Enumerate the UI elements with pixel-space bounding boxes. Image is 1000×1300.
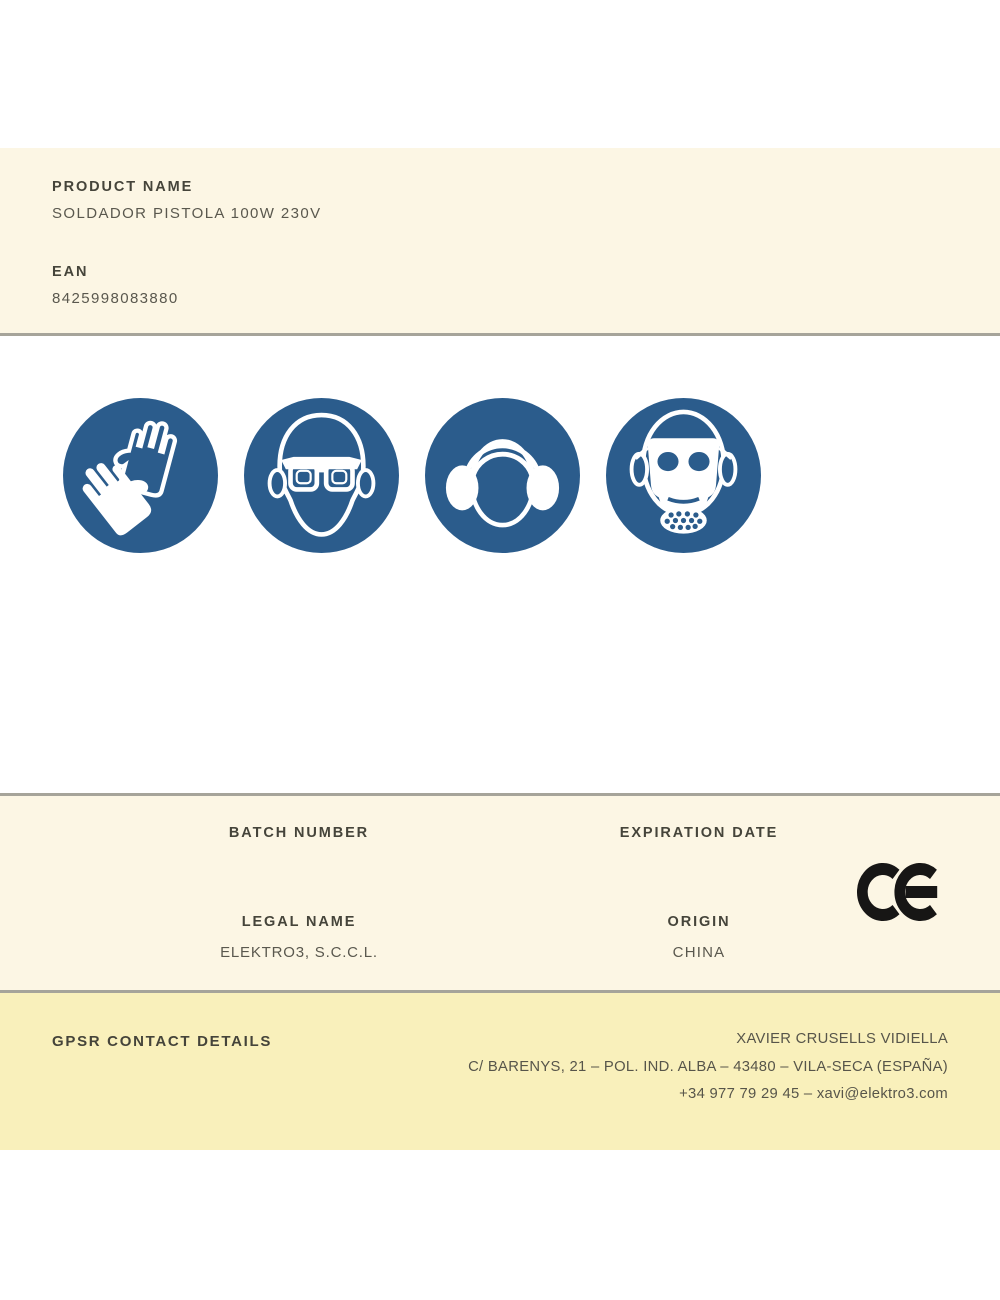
gpsr-heading: GPSR CONTACT DETAILS [52,1033,273,1050]
product-info-section [0,148,1000,336]
product-name-value: SOLDADOR PISTOLA 100W 230V [52,205,322,222]
ean-label: EAN [52,264,89,280]
product-name-label: PRODUCT NAME [52,179,194,195]
origin-label: ORIGIN [667,914,731,930]
gpsr-contact-section [0,993,1000,1150]
contact-phone-email: +34 977 79 29 45 – xavi@elektro3.com [679,1086,948,1103]
ean-value: 8425998083880 [52,290,179,307]
legal-name-value: ELEKTRO3, S.C.C.L. [220,944,378,961]
wear-ear-protection-icon [425,398,580,553]
batch-number-label: BATCH NUMBER [228,825,370,841]
wear-respiratory-protection-icon [606,398,761,553]
legal-name-label: LEGAL NAME [241,914,357,930]
origin-value: CHINA [672,944,726,961]
ce-mark-icon [857,862,947,922]
wear-protective-gloves-icon [63,398,218,553]
batch-legal-section [0,793,1000,993]
gpsr-contact-block [468,1026,948,1109]
safety-pictograms-row [63,398,761,553]
expiration-date-label: EXPIRATION DATE [619,825,779,841]
contact-name: XAVIER CRUSELLS VIDIELLA [736,1031,948,1047]
contact-address: C/ BARENYS, 21 – POL. IND. ALBA – 43480 – VILA-SECA (ESPAÑA) [468,1058,948,1075]
wear-eye-protection-icon [244,398,399,553]
